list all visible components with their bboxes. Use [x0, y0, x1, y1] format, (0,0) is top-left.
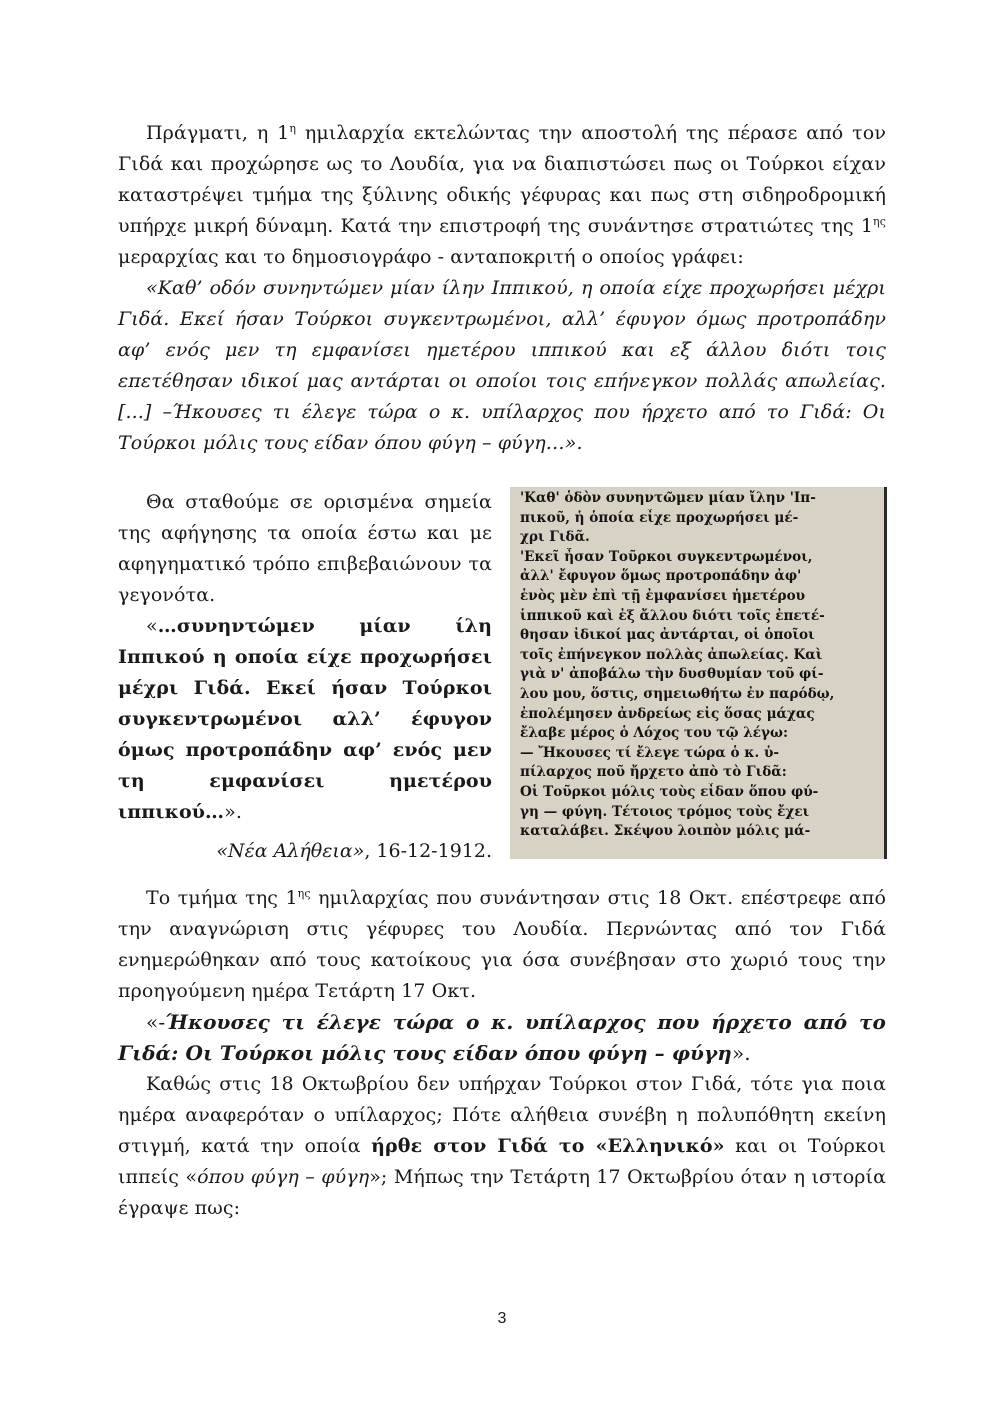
- bold-italic-text: μόλις τους είδαν όπου φύγη – φύγη: [314, 1041, 732, 1065]
- clipping-text: [510, 487, 884, 842]
- source-name: «Νέα Αλήθεια»: [216, 840, 365, 862]
- two-column-section: [118, 487, 886, 883]
- quote-mark: «: [146, 615, 158, 637]
- clipping-line: τοῖς ἐπήνεγκον πολλὰς ἀπωλείας. Καὶ: [520, 646, 823, 663]
- clipping-line: γη — φύγη. Τέτοιος τρόμος τοὺς ἔχει: [520, 803, 810, 820]
- superscript: ης: [873, 215, 886, 228]
- newspaper-clipping-image: [510, 487, 887, 859]
- superscript: ης: [297, 887, 311, 900]
- clipping-line: ἱππικοῦ καὶ ἐξ ἄλλου διότι τοῖς ἐπετέ-: [520, 607, 825, 624]
- text-run: και οι Τούρκοι ιππείς «: [118, 1135, 886, 1188]
- source-date: , 16-12-1912.: [364, 840, 492, 862]
- superscript: η: [289, 122, 297, 135]
- quote-1: «Καθ’ οδόν συνηντώμεν μίαν ίλην Ιππικού, η οποία είχε προχωρήσει μέχρι Γιδά. Εκεί ήσαν Τούρκοι συγκεντρωμένοι, αλλ’ έφυγον όμως προτροπάδην αφ’ ενός μεν τη εμφανίσει ημετέρου ιππικού και εξ άλλου διότι τοις επετέθησαν ιδικοί μας αντάρται οι οποίοι τοις επήνεγκον πολλάς απωλείας. [...] –Ήκουσες τι έλεγε τώρα ο κ. υπίλαρχος που ήρχετο από το Γιδά: Οι Τούρκοι μόλις τους είδαν όπου φύγη – φύγη…».: [118, 277, 886, 454]
- bold-text: ήρθε στον Γιδά το «Ελληνικό»: [371, 1135, 725, 1157]
- paragraph-1: [118, 118, 886, 273]
- intro-paragraph: Θα σταθούμε σε ορισμένα σημεία της αφήγησης τα οποία έστω και με αφηγηματικό τρόπο επιβεβαιώνουν τα γεγονότα.: [118, 491, 492, 606]
- clipping-line: θησαν ἰδικοί μας ἀντάρται, οἱ ὁποῖοι: [520, 627, 815, 644]
- clipping-line: ἔλαβε μέρος ὁ Λόχος του τῷ λέγω:: [520, 725, 788, 742]
- clipping-line: ἀλλ' ἔφυγον ὅμως προτροπάδην ἀφ': [520, 568, 802, 585]
- paragraph-3: [118, 1069, 886, 1224]
- quote-2: [118, 1007, 886, 1069]
- text-run: Πράγματι, η 1: [146, 122, 290, 144]
- clipping-line: Οἱ Τοῦρκοι μόλις τοὺς εἶδαν ὅπου φύ-: [520, 783, 819, 800]
- clipping-line: καταλάβει. Σκέψου λοιπὸν μόλις μά-: [520, 823, 811, 840]
- clipping-line: χρι Γιδᾶ.: [520, 529, 590, 546]
- paragraph-2: [118, 883, 886, 1007]
- source-caption: [118, 836, 492, 867]
- bold-quote: [118, 611, 492, 828]
- clipping-line: γιὰ ν' ἀποβάλω τὴν δυσθυμίαν τοῦ φί-: [520, 666, 824, 683]
- left-column: [118, 487, 492, 867]
- clipping-line: 'Καθ' ὁδὸν συνηντῶμεν μίαν ἴλην 'Ιπ-: [520, 490, 816, 506]
- text-run: »; Μήπως την Τετάρτη 17 Οκτωβρίου όταν η ιστορία έγραψε πως:: [118, 1166, 887, 1219]
- clipping-line: 'Εκεῖ ἦσαν Τοῦρκοι συγκεντρωμένοι,: [520, 548, 813, 565]
- text-run: Το τμήμα της 1: [146, 887, 298, 909]
- document-page: [118, 118, 886, 1224]
- clipping-line: πικοῦ, ἡ ὁποία εἶχε προχωρήσει μέ-: [520, 509, 799, 526]
- text-run: μεραρχίας και το δημοσιογράφο - ανταποκριτή ο οποίος γράφει:: [118, 246, 744, 268]
- clipping-line: ἐπολέμησεν ἀνδρείως εἰς ὅσας μάχας: [520, 705, 815, 722]
- text-run: ημιλαρχίας που συνάντησαν στις 18 Οκτ. επέστρεφε από την αναγνώριση στις γέφυρες του Λουδία. Περνώντας από τον Γιδά ενημερώθηκαν από τους κατοίκους για όσα συνέβησαν στο χωριό τους την προηγούμενη ημέρα Τετάρτη 17 Οκτ.: [118, 887, 886, 1002]
- text-run: Καθώς στις 18 Οκτωβρίου δεν υπήρχαν Τούρκοι στον Γιδά, τότε για ποια ημέρα αναφερόταν ο υπίλαρχος; Πότε αλήθεια συνέβη η πολυπόθητη εκείνη στιγμή, κατά την οποία: [118, 1073, 886, 1157]
- clipping-line: λου μου, ὅστις, σημειωθήτω ἐν παρόδῳ,: [520, 685, 835, 702]
- quote-mark: ».: [224, 801, 242, 823]
- page-number: 3: [497, 1310, 507, 1327]
- quote-mark: «-: [146, 1010, 166, 1034]
- clipping-line: πίλαρχος ποῦ ἤρχετο ἀπὸ τὸ Γιδᾶ:: [520, 764, 787, 781]
- text-run: ημιλαρχία εκτελώντας την αποστολή της πέρασε από τον Γιδά και προχώρησε ως το Λουδία, για να διαπιστώσει πως οι Τούρκοι είχαν καταστρέψει τμήμα της ξύλινης οδικής γέφυρας και πως στη σιδηροδρομική υπήρχε μικρή δύναμη. Κατά την επιστροφή της συνάντησε στρατιώτες της 1: [118, 122, 886, 237]
- clipping-line: ἑνὸς μὲν ἐπὶ τῇ ἐμφανίσει ἡμετέρου: [520, 587, 806, 604]
- clipping-line: — Ἤκουσες τί ἔλεγε τώρα ὁ κ. ὑ-: [520, 744, 780, 761]
- bold-italic-text: Ήκουσες τι έλεγε τώρα ο κ. υπίλαρχος που ήρχετο από το Γιδά: Οι Τούρκοι: [118, 1010, 886, 1065]
- bold-quote-text: …συνηντώμεν μίαν ίλη Ιππικού η οποία είχε προχωρήσει μέχρι Γιδά. Εκεί ήσαν Τούρκοι συγκεντρωμένοι αλλ’ έφυγον όμως προτροπάδην αφ’ ενός μεν τη εμφανίσει ημετέρου ιππικού…: [118, 615, 492, 823]
- italic-text: όπου φύγη – φύγη: [197, 1166, 370, 1188]
- quote-mark: ».: [731, 1041, 751, 1065]
